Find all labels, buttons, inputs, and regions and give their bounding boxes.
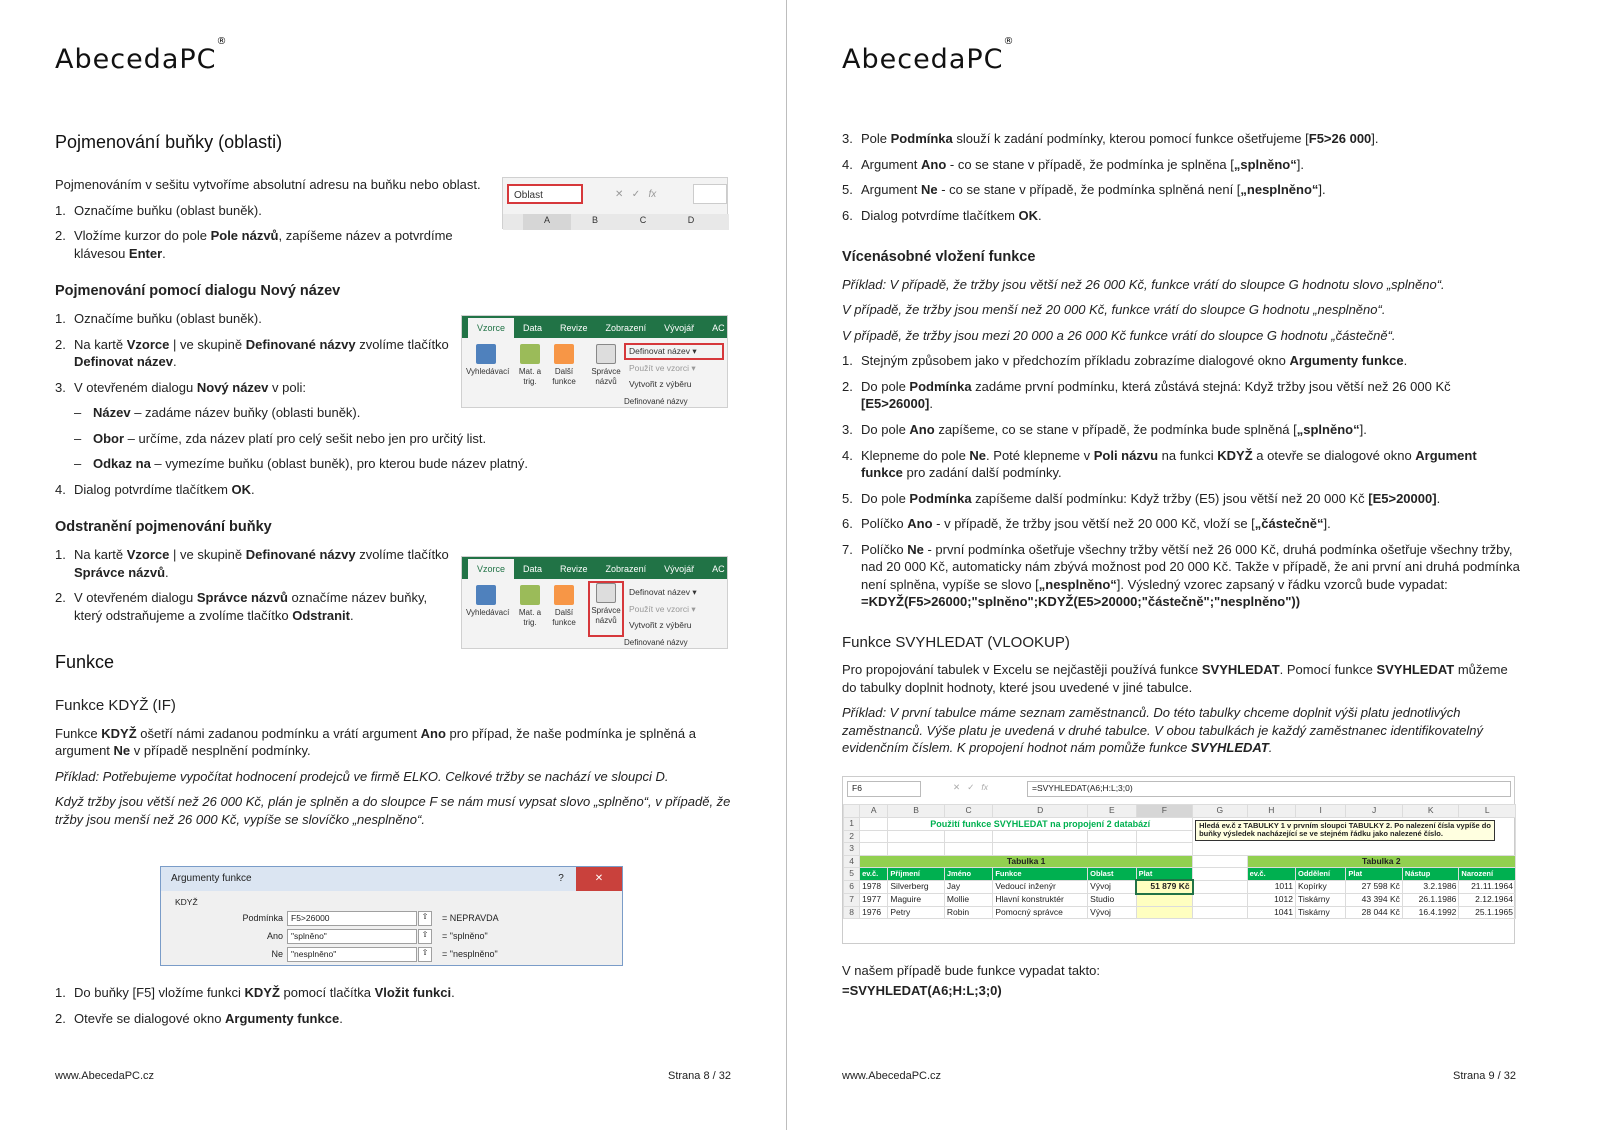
tab-vzorce[interactable]: Vzorce [468, 318, 514, 338]
list-if-continued [842, 130, 1522, 224]
dialog-titlebar [161, 867, 622, 891]
footer-url[interactable]: www.AbecedaPC.cz [55, 1070, 155, 1083]
note-box: Hledá ev.č z TABULKY 1 v prvním sloupci TABULKY 2. Po nalezení čísla vypíše do buňky výsledek nacházející se ve stejném řádku jako nalezené číslo. [1195, 820, 1495, 841]
logo-reg: ® [216, 36, 228, 47]
dialog-function-name: KDYŽ [175, 897, 198, 907]
math-button[interactable]: Mat. a trig. [514, 585, 546, 627]
more-functions-button[interactable]: Další funkce [548, 344, 580, 386]
list-item: 2. Do pole Podmínka zadáme první podmínku, která zůstává stejná: Když tržby jsou větší než 26 000 Kč [E5>26000]. [842, 378, 1451, 412]
lookup-button[interactable]: Vyhledávací [466, 344, 506, 377]
list-dialog-end [55, 481, 731, 499]
col-b: B [591, 215, 598, 225]
if-paragraph: Funkce KDYŽ ošetří námi zadanou podmínku a vrátí argument Ano pro případ, že naše podmínka je splněná a argument Ne v případě nesplnění podmínky. [55, 725, 696, 759]
logo-text: AbecedaPC [55, 44, 217, 75]
table1-title: Tabulka 1 [860, 855, 1193, 868]
name-manager-button[interactable]: Správce názvů [590, 344, 622, 386]
lookup-button[interactable]: Vyhledávací [466, 585, 506, 618]
page-number: Strana 8 / 32 [668, 1070, 731, 1083]
list-item: 6. Dialog potvrdíme tlačítkem OK. [842, 207, 1042, 223]
vlookup-end-text: V našem případě bude funkce vypadat takto: [842, 963, 1101, 978]
multi-example-2: V případě, že tržby jsou menší než 20 000 Kč, funkce vrátí do sloupce G hodnotu „nesplněno“. [842, 302, 1386, 318]
list-insert-function [55, 984, 731, 1035]
formula-bar-icons: ✕ ✓ fx [615, 189, 657, 200]
heading-funkce: Funkce [55, 652, 115, 673]
logo [55, 36, 228, 78]
list-item: – Odkaz na – vymezíme buňku (oblast buněk), pro kterou bude název platný. [74, 455, 731, 473]
table-row: 7 1977 Maguire Mollie Hlavní konstruktér Studio 1012 Tiskárny 43 394 Kč 26.1.1986 2.12.1964 [844, 894, 1516, 907]
table-row: 4 Tabulka 1 Tabulka 2 [844, 855, 1516, 868]
use-in-formula-button[interactable]: Použít ve vzorci ▾ [629, 604, 696, 614]
vlookup-conclusion [842, 962, 1522, 999]
collapse-icon[interactable]: ⇧ [418, 929, 432, 944]
table-row: 5 ev.č. Příjmení Jméno Funkce Oblast Plat ev.č. Oddělení Plat Nástup Narození [844, 868, 1516, 881]
heading-multi: Vícenásobné vložení funkce [842, 249, 1036, 266]
multi-example-1: Příklad: V případě, že tržby jsou větší než 26 000 Kč, funkce vrátí do sloupce G hodnotu slovo „splněno“. [842, 276, 1445, 292]
vlookup-screenshot [842, 776, 1515, 944]
heading-remove: Odstranění pojmenování buňky [55, 519, 272, 536]
formula-bar [693, 184, 727, 204]
define-name-button[interactable]: Definovat název ▾ [629, 587, 697, 597]
page-9-content [842, 130, 1522, 765]
list-item: 5. Argument Ne - co se stane v případě, že podmínka splněná není [„nesplněno“]. [842, 182, 1326, 198]
column-headers: A B C D E F G H I J K L [844, 805, 1516, 818]
list-item: 2. Vložíme kurzor do pole Pole názvů, zapíšeme název a potvrdíme klávesou Enter. [55, 228, 453, 261]
page-separator [786, 0, 800, 1130]
list-item: – Obor – určíme, zda název platí pro celý sešit nebo jen pro určitý list. [74, 430, 731, 448]
theta-icon [520, 585, 540, 605]
intro-text: Pojmenováním v sešitu vytvoříme absolutní adresu na buňku nebo oblast. [55, 177, 481, 193]
list-name-cell [55, 202, 475, 263]
math-button[interactable]: Mat. a trig. [514, 344, 546, 386]
col-c: C [639, 215, 647, 225]
name-manager-icon [596, 583, 616, 603]
list-item: 3. Do pole Ano zapíšeme, co se stane v případě, že podmínka bude splněná [„splněno“]. [842, 422, 1367, 438]
list-dialog-fields [74, 404, 731, 473]
tab-data[interactable]: Data [523, 322, 543, 333]
magnifier-icon [476, 585, 496, 605]
column-headers [503, 214, 729, 230]
list-item: – Název – zadáme název buňky (oblasti buněk). [74, 404, 731, 422]
heading-dialog: Pojmenování pomocí dialogu Nový název [55, 283, 341, 300]
name-box: Oblast [507, 184, 583, 204]
ribbon-tabs [462, 557, 727, 579]
list-item: 3. Pole Podmínka slouží k zadání podmínky, kterou pomocí funkce ošetřujeme [F5>26 000]. [842, 131, 1379, 146]
footer [842, 1069, 1516, 1084]
collapse-icon[interactable]: ⇧ [418, 947, 432, 962]
list-item: 1. Označíme buňku (oblast buněk). [55, 202, 262, 218]
list-dialog [55, 310, 455, 396]
active-cell[interactable]: 51 879 Kč [1136, 880, 1193, 893]
name-manager-icon [596, 344, 616, 364]
tab-vzorce[interactable]: Vzorce [468, 559, 514, 579]
create-from-selection-button[interactable]: Vytvořit z výběru [629, 620, 692, 630]
dots-icon [554, 585, 574, 605]
dots-icon [554, 344, 574, 364]
group-label: Definované názvy [624, 397, 688, 406]
arg-row-condition: Podmínka F5>26000 ⇧ = NEPRAVDA [161, 911, 499, 926]
list-item: 2. Otevře se dialogové okno Argumenty funkce. [55, 1010, 343, 1026]
page-9 [800, 0, 1586, 1130]
name-box[interactable]: F6 [847, 781, 921, 797]
namebox-screenshot [502, 177, 728, 229]
table-row: 8 1976 Petry Robin Pomocný správce Vývoj 1041 Tiskárny 28 044 Kč 16.4.1992 25.1.1965 [844, 906, 1516, 919]
logo [842, 36, 1015, 78]
table-row: 6 1978 Silverberg Jay Vedoucí inženýr Vývoj 51 879 Kč 1011 Kopírky 27 598 Kč 3.2.1986 21.11.1964 [844, 880, 1516, 893]
footer-url[interactable]: www.AbecedaPC.cz [842, 1070, 942, 1083]
create-from-selection-button[interactable]: Vytvořit z výběru [629, 379, 692, 389]
name-manager-button[interactable]: Správce názvů [590, 583, 622, 635]
multi-example-3: V případě, že tržby jsou mezi 20 000 a 26 000 Kč funkce vrátí do sloupce G hodnotu „částečně“. [842, 327, 1396, 343]
arg-row-true: Ano "splněno" ⇧ = "splněno" [161, 929, 488, 944]
list-item: 2. Na kartě Vzorce | ve skupině Definované názvy zvolíme tlačítko Definovat název. [55, 336, 449, 370]
tab-data[interactable]: Data [523, 563, 543, 574]
vlookup-paragraph: Pro propojování tabulek v Excelu se nejčastěji používá funkce SVYHLEDAT. Pomocí funkce SVYHLEDAT můžeme do tabulky doplnit hodnoty, které jsou uvedené v jiné tabulce. [842, 662, 1508, 695]
list-item: 6. Políčko Ano - v případě, že tržby jsou větší než 20 000 Kč, vloží se [„částečně“]. [842, 516, 1331, 532]
tab-zobrazeni[interactable]: Zobrazení [605, 563, 647, 574]
list-remove [55, 546, 455, 624]
tab-vyvojar[interactable]: Vývojář [664, 563, 695, 574]
logo-text: AbecedaPC [842, 44, 1004, 75]
theta-icon [520, 344, 540, 364]
list-item: 4. Argument Ano - co se stane v případě, že podmínka je splněna [„splněno“]. [842, 156, 1304, 172]
sheet-title: Použití funkce SVYHLEDAT na propojení 2 databází [888, 817, 1193, 830]
list-item: 2. V otevřeném dialogu Správce názvů označíme název buňky, který odstraňujeme a zvolíme tlačítko Odstranit. [55, 590, 428, 623]
list-item: 3. V otevřeném dialogu Nový název v poli: [55, 379, 306, 395]
list-item: 4. Dialog potvrdíme tlačítkem OK. [55, 481, 255, 497]
list-item: 7. Políčko Ne - první podmínka ošetřuje všechny tržby větší než 26 000 Kč, druhá podmínka ošetřuje všechny tržby, nad 20 000 Kč, automaticky nám zbývá možnost pod 20 000 Kč. Takže v případě, že ani první ani druhá podmínka není splněna, vypíše se slovo [„nesplněno“]. Výsledný vzorec zapsaný v řádku vzorců bude vypadat: =KDYŽ(F5>26000;"splněno";KDYŽ(E5>20000;"částečně";"nesplněno")) [842, 541, 1520, 610]
table-row: 2 [844, 830, 1516, 843]
col-a: A [523, 214, 571, 230]
close-button[interactable]: ✕ [576, 867, 622, 891]
tab-revize[interactable]: Revize [560, 563, 588, 574]
use-in-formula-button[interactable]: Použít ve vzorci ▾ [629, 363, 696, 373]
formula-bar[interactable]: =SVYHLEDAT(A6;H:L;3;0) [1027, 781, 1511, 797]
page-8-content [55, 130, 731, 836]
group-label: Definované názvy [624, 638, 688, 647]
formula-nested-if: =KDYŽ(F5>26000;"splněno";KDYŽ(E5>20000;"částečně";"nesplněno")) [861, 594, 1301, 610]
logo-reg: ® [1003, 36, 1015, 47]
false-input[interactable]: "nesplněno" [287, 947, 417, 962]
if-example-2: Když tržby jsou větší než 26 000 Kč, plán je splněn a do sloupce F se nám musí vypsat slovo „splněno“, v případě, že tržby jsou menší než 26 000 Kč, vypíše se slovíčko „nesplněno“. [55, 794, 731, 827]
ribbon-screenshot-manager [461, 556, 728, 649]
dialog-title: Argumenty funkce [171, 873, 252, 885]
page-number: Strana 9 / 32 [1453, 1070, 1516, 1083]
table-row: 3 [844, 843, 1516, 856]
table-row: 1 Použití funkce SVYHLEDAT na propojení 2 databází Hledá ev.č z TABULKY 1 v prvním sloupci TABULKY 2. Po nalezení čísla vypíše do buňky výsledek nacházející se ve stejném řádku jako nalezené číslo. [844, 817, 1516, 830]
function-arguments-dialog [160, 866, 623, 966]
condition-input[interactable]: F5>26000 [287, 911, 417, 926]
true-input[interactable]: "splněno" [287, 929, 417, 944]
tab-ac[interactable]: AC [712, 322, 725, 333]
list-item: 1. Do buňky [F5] vložíme funkci KDYŽ pomocí tlačítka Vložit funkci. [55, 985, 455, 1000]
tab-revize[interactable]: Revize [560, 322, 588, 333]
arg-row-false: Ne "nesplněno" ⇧ = "nesplněno" [161, 947, 498, 962]
tab-ac[interactable]: AC [712, 563, 725, 574]
list-item: 5. Do pole Podmínka zapíšeme další podmínku: Když tržby (E5) jsou větší než 20 000 Kč [E5>20000]. [842, 490, 1441, 506]
col-d: D [687, 215, 695, 225]
list-multi [842, 352, 1522, 611]
list-item: 1. Na kartě Vzorce | ve skupině Definované názvy zvolíme tlačítko Správce názvů. [55, 546, 449, 580]
magnifier-icon [476, 344, 496, 364]
list-item: 1. Stejným způsobem jako v předchozím příkladu zobrazíme dialogové okno Argumenty funkce. [842, 353, 1408, 369]
page-8 [0, 0, 786, 1130]
if-example-1: Příklad: Potřebujeme vypočítat hodnocení prodejců ve firmě ELKO. Celkové tržby se nachází ve sloupci D. [55, 768, 669, 784]
tab-vyvojar[interactable]: Vývojář [664, 322, 695, 333]
heading-if: Funkce KDYŽ (IF) [55, 697, 176, 715]
formula-vlookup: =SVYHLEDAT(A6;H:L;3;0) [842, 982, 1002, 998]
formula-bar-icons: ✕ ✓ fx [953, 782, 989, 792]
vlookup-example: Příklad: V první tabulce máme seznam zaměstnanců. Do této tabulky chceme doplnit výši platu jednotlivých zaměstnanců. Výše platu je uvedená v druhé tabulce. V obou tabulkách je každý zaměstnanec identifikovatelný evidenčním číslem. K propojení hodnot nám pomůže funkce SVYHLEDAT. [842, 705, 1484, 756]
ribbon-tabs [462, 316, 727, 338]
tab-zobrazeni[interactable]: Zobrazení [605, 322, 647, 333]
sheet-grid [843, 804, 1516, 919]
list-item: 4. Klepneme do pole Ne. Poté klepneme v Poli názvu na funkci KDYŽ a otevře se dialogové okno Argument funkce pro zadání další podmínky. [842, 447, 1477, 481]
heading-name-cell: Pojmenování buňky (oblasti) [55, 132, 283, 152]
table2-title: Tabulka 2 [1247, 855, 1515, 868]
more-functions-button[interactable]: Další funkce [548, 585, 580, 627]
help-button[interactable]: ? [558, 873, 564, 885]
ribbon-screenshot-define [461, 315, 728, 408]
define-name-button[interactable]: Definovat název ▾ [626, 345, 722, 358]
footer [55, 1069, 731, 1084]
heading-vlookup: Funkce SVYHLEDAT (VLOOKUP) [842, 633, 1070, 651]
collapse-icon[interactable]: ⇧ [418, 911, 432, 926]
list-item: 1. Označíme buňku (oblast buněk). [55, 311, 262, 327]
